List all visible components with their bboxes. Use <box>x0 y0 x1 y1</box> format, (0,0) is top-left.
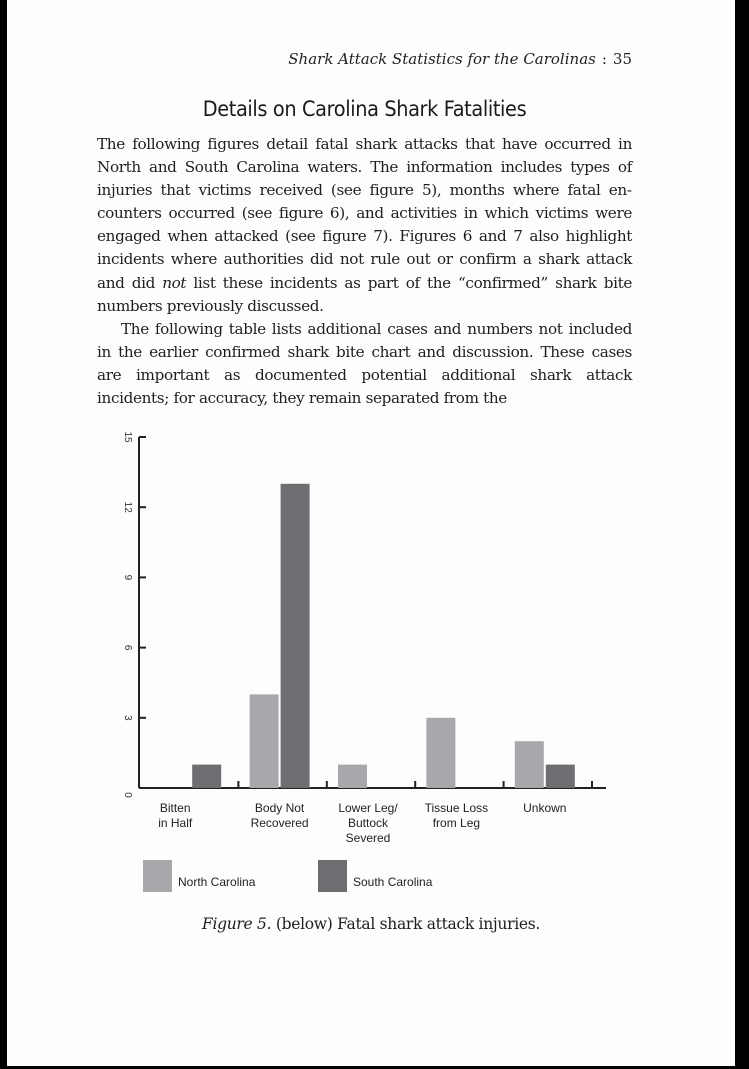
x-category-label: Unkown <box>523 801 567 815</box>
y-tick-label: 0 <box>122 792 133 798</box>
bar-north-carolina <box>426 718 455 788</box>
y-tick-label: 6 <box>122 644 133 651</box>
x-category-label: Lower Leg/ <box>338 801 398 815</box>
book-page <box>7 0 735 1066</box>
x-category-label: Buttock <box>347 816 389 830</box>
paragraph-1-emphasis: not <box>162 273 187 292</box>
bar-south-carolina <box>192 765 221 788</box>
legend-label-north-carolina: North Carolina <box>178 875 256 889</box>
x-category-label: in Half <box>158 816 193 830</box>
bar-north-carolina <box>338 765 367 788</box>
x-category-label: Severed <box>345 831 391 845</box>
paragraph-1-text-a: The following figures detail fatal shark attacks that have occurred in North and South Carolina waters. The information includes types of injuries that victims received (see figure 5), months where fatal encounters occurred (see figure 6), and activities in which victims were engaged when attacked (see figure 7). Figures 6 and 7 also highlight incidents where authorities did not rule out or confirm a shark attack and did <box>97 135 632 292</box>
section-title: Details on Carolina Shark Fatalities <box>202 97 527 121</box>
legend-swatch-north-carolina <box>143 860 172 892</box>
legend-label-south-carolina: South Carolina <box>353 875 433 889</box>
figure-caption-text: (below) Fatal shark attack injuries. <box>275 915 541 933</box>
x-category-label: Body Not <box>254 801 305 815</box>
bar-south-carolina <box>546 765 575 788</box>
paragraph-1-text-b: list these incidents as part of the “confirmed” shark bite numbers previously discussed. <box>97 273 632 315</box>
bar-north-carolina <box>515 741 544 788</box>
y-tick-label: 15 <box>122 431 133 443</box>
y-tick-label: 9 <box>122 574 133 581</box>
bar-north-carolina <box>250 694 279 788</box>
injury-bar-chart <box>7 0 735 1066</box>
bar-south-carolina <box>281 484 310 788</box>
running-head-title: Shark Attack Statistics for the Carolinas <box>288 50 596 68</box>
figure-caption-label: Figure 5. <box>201 915 272 933</box>
legend-swatch-south-carolina <box>318 860 347 892</box>
figure-caption <box>7 915 735 933</box>
page-number: 35 <box>612 50 632 68</box>
x-category-label: Tissue Loss <box>424 801 489 815</box>
running-head-separator: : <box>601 50 607 68</box>
x-category-label: Recovered <box>250 816 309 830</box>
x-category-label: Bitten <box>159 801 191 815</box>
x-category-label: from Leg <box>432 816 481 830</box>
y-tick-label: 12 <box>122 501 133 513</box>
paragraph-2: The following table lists additional cases and numbers not included in the earlier confirmed shark bite chart and discussion. These cases are important as documented potential additional shark attack incidents; for accuracy, they remain separated from the <box>97 319 632 408</box>
y-tick-label: 3 <box>122 715 133 721</box>
